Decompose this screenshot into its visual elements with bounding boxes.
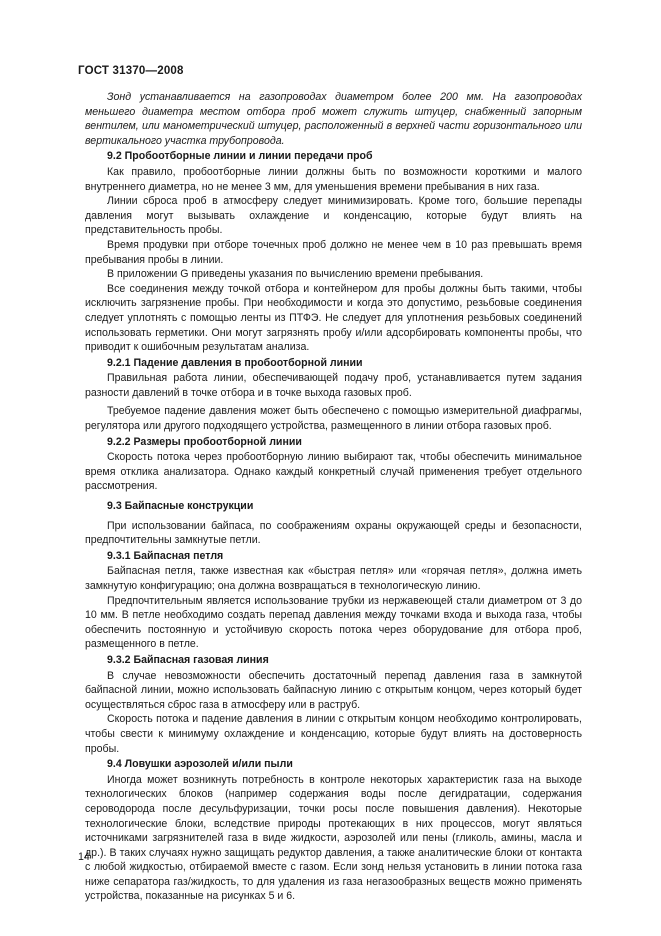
paragraph: В приложении G приведены указания по вычислению времени пребывания. <box>107 268 484 281</box>
paragraph: Иногда может возникнуть потребность в контроле некоторых характеристик газа на выходе технологических блоков (например содержания воды после дегидратации, содержания сероводорода после десульфуризации, точки росы после повышения давления). Некоторые технологические блоки, вследствие природы протекающих в них процессов, могут являться источниками загрязнителей газа в виде жидкости, аэрозолей или пены (гликоль, амины, масла и др.). В таких случаях нужно защищать редуктор давления, а также аналитические блоки от контакта с любой жидкостью, отбираемой вместе с газом. Если зонд нельзя установить в линии потока газа ниже сепаратора газ/жидкость, то для удаления из газа негазообразных веществ можно применять устройства, показанные на рисунках 5 и 6. <box>85 773 582 903</box>
section-heading-9-4: 9.4 Ловушки аэрозолей и/или пыли <box>107 758 293 771</box>
paragraph: При использовании байпаса, по соображениям охраны окружающей среды и безопасности, предпочтительны замкнутые петли. <box>85 519 582 547</box>
italic-paragraph: Зонд устанавливается на газопроводах диаметром более 200 мм. На газопроводах меньшего диаметра местом отбора проб может служить штуцер, снабженный запорным вентилем, или манометрический штуцер, расположенный в верхней части горизонтального или вертикального участка трубопровода. <box>85 91 582 147</box>
section-heading-9-2-1: 9.2.1 Падение давления в пробоотборной линии <box>107 356 363 369</box>
paragraph: В случае невозможности обеспечить достаточный перепад давления газа в замкнутой байпасной линии, можно использовать байпасную линию с открытым концом, через который будет осуществляться сброс газа в атмосферу или в раструб. <box>85 669 582 711</box>
section-heading-9-3-1: 9.3.1 Байпасная петля <box>107 549 224 562</box>
paragraph: Скорость потока через пробоотборную линию выбирают так, чтобы обеспечить минимальное время отклика анализатора. Однако каждый конкретный случай применения требует отдельного рассмотрения. <box>85 451 582 493</box>
paragraph: Скорость потока и падение давления в линии с открытым концом необходимо контролировать, чтобы свести к минимуму охлаждение и конденсацию, которые будут влиять на достоверность пробы. <box>85 713 582 755</box>
paragraph: Все соединения между точкой отбора и контейнером для пробы должны быть такими, чтобы исключить загрязнение пробы. При необходимости и когда это допустимо, резьбовые соединения следует уплотнять с помощью ленты из ПТФЭ. Не следует для уплотнения резьбовых соединений использовать герметики. Они могут загрязнять пробу и/или адсорбировать компоненты пробы, что приводит к ошибочным результатам анализа. <box>85 282 582 354</box>
section-heading-9-3-2: 9.3.2 Байпасная газовая линия <box>107 653 269 666</box>
document-body <box>85 90 582 904</box>
paragraph: Время продувки при отборе точечных проб должно не менее чем в 10 раз превышать время пребывания пробы в линии. <box>85 238 582 266</box>
section-heading-9-3: 9.3 Байпасные конструкции <box>107 500 254 513</box>
page-number: 14 <box>78 851 90 863</box>
paragraph: Требуемое падение давления может быть обеспечено с помощью измерительной диафрагмы, регулятора или другого подходящего устройства, размещенного в линии отбора газовых проб. <box>85 405 582 433</box>
paragraph: Как правило, пробоотборные линии должны быть по возможности короткими и малого внутреннего диаметра, но не менее 3 мм, для уменьшения времени пребывания в них газа. <box>85 165 582 193</box>
paragraph: Предпочтительным является использование трубки из нержавеющей стали диаметром от 3 до 10 мм. В петле необходимо создать перепад давления между точками входа и выхода газа, чтобы обеспечить постоянную и устойчивую скорость потока через оборудование для отбора проб, размещенного в петле. <box>85 594 582 651</box>
section-heading-9-2: 9.2 Пробоотборные линии и линии передачи проб <box>107 150 373 163</box>
document-header: ГОСТ 31370—2008 <box>78 65 184 77</box>
paragraph: Байпасная петля, также известная как «быстрая петля» или «горячая петля», должна иметь замкнутую конфигурацию; она должна возвращаться в технологическую линию. <box>85 565 582 592</box>
paragraph: Линии сброса проб в атмосферу следует минимизировать. Кроме того, большие перепады давления могут вызывать охлаждение и конденсацию, которые будут влиять на представительность пробы. <box>85 195 582 237</box>
section-heading-9-2-2: 9.2.2 Размеры пробоотборной линии <box>107 435 302 448</box>
paragraph: Правильная работа линии, обеспечивающей подачу проб, устанавливается путем задания разности давлений в точке отбора и в точке выхода газовых проб. <box>85 372 582 399</box>
